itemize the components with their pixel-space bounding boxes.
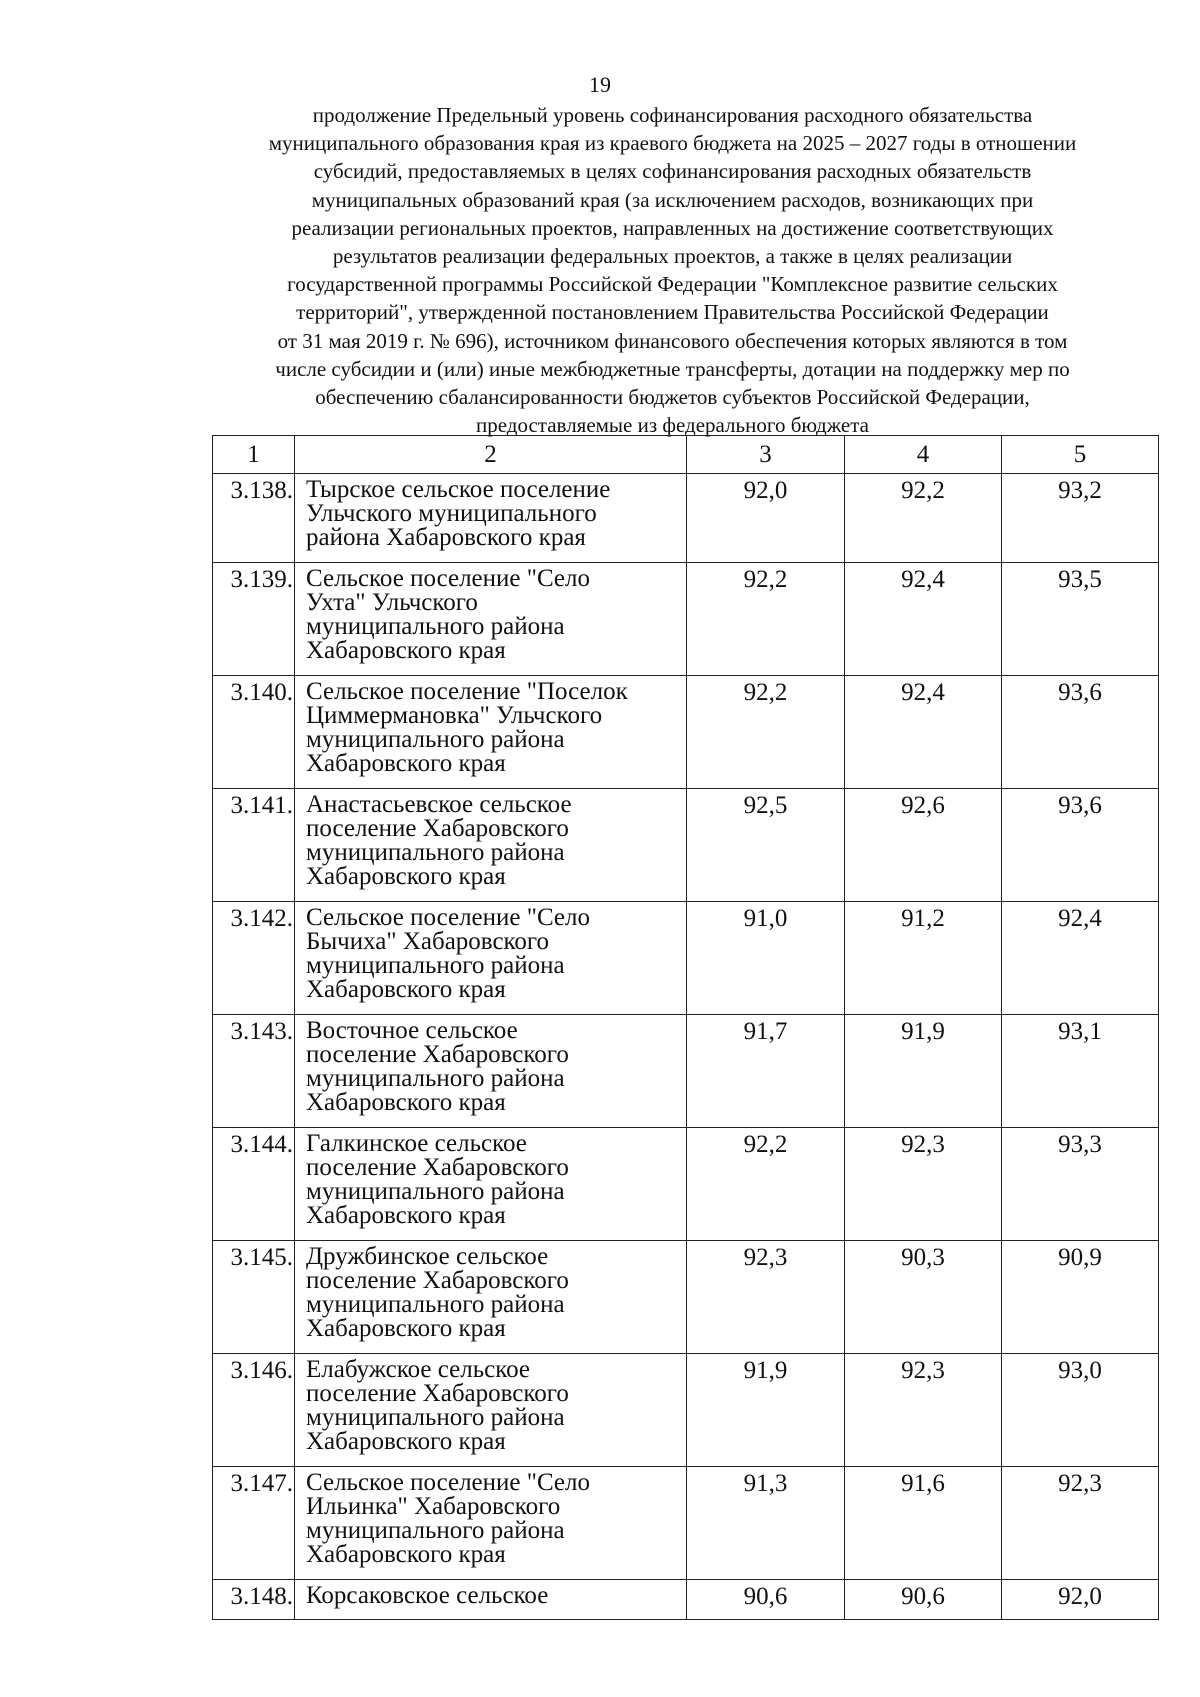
heading-line: числе субсидии и (или) иные межбюджетные трансферты, дотации на поддержку мер по bbox=[275, 356, 1070, 381]
cofinancing-level-2027-cell: 93,3 bbox=[1002, 1128, 1159, 1241]
municipality-name-cell bbox=[295, 474, 687, 563]
row-number-cell: 3.138. bbox=[213, 474, 295, 563]
municipality-name-line: Хабаровского края bbox=[306, 1315, 506, 1342]
municipality-name-line: муниципального района bbox=[306, 952, 565, 979]
cofinancing-level-2027-cell: 93,2 bbox=[1002, 474, 1159, 563]
cofinancing-table bbox=[212, 435, 1159, 1620]
heading-line: реализации региональных проектов, направленных на достижение соответствующих bbox=[291, 215, 1054, 240]
municipality-name-line: Анастасьевское сельское bbox=[306, 791, 572, 818]
cofinancing-level-2025-cell: 92,3 bbox=[687, 1241, 845, 1354]
cofinancing-level-2026-cell: 91,9 bbox=[845, 1015, 1002, 1128]
municipality-name-line: Корсаковское сельское bbox=[306, 1582, 549, 1609]
municipality-name-line: Хабаровского края bbox=[306, 750, 506, 777]
cofinancing-level-2025-cell: 91,3 bbox=[687, 1467, 845, 1580]
row-number-cell: 3.142. bbox=[213, 902, 295, 1015]
heading-line: предоставляемые из федерального бюджета bbox=[475, 413, 869, 438]
column-header: 5 bbox=[1002, 436, 1159, 474]
municipality-name-line: Дружбинское сельское bbox=[306, 1243, 549, 1270]
table-row bbox=[213, 902, 1159, 1015]
heading-line: обеспечению сбалансированности бюджетов субъектов Российской Федерации, bbox=[315, 385, 1030, 410]
municipality-name-line: района Хабаровского края bbox=[306, 524, 586, 551]
row-number-cell: 3.143. bbox=[213, 1015, 295, 1128]
column-header: 3 bbox=[687, 436, 845, 474]
municipality-name-line: муниципального района bbox=[306, 839, 565, 866]
municipality-name-line: муниципального района bbox=[306, 1517, 565, 1544]
document-heading bbox=[190, 101, 1155, 439]
cofinancing-level-2027-cell: 93,6 bbox=[1002, 676, 1159, 789]
row-number-cell: 3.139. bbox=[213, 563, 295, 676]
municipality-name-line: Хабаровского края bbox=[306, 976, 506, 1003]
municipality-name-line: Хабаровского края bbox=[306, 1089, 506, 1116]
cofinancing-level-2027-cell: 93,6 bbox=[1002, 789, 1159, 902]
municipality-name-line: муниципального района bbox=[306, 1065, 565, 1092]
municipality-name-line: Елабужское сельское bbox=[306, 1356, 530, 1383]
row-number-cell: 3.141. bbox=[213, 789, 295, 902]
municipality-name-line: Сельское поселение "Село bbox=[306, 1469, 591, 1496]
cofinancing-level-2026-cell: 92,3 bbox=[845, 1354, 1002, 1467]
heading-line: от 31 мая 2019 г. № 696), источником финансового обеспечения которых являются в том bbox=[277, 328, 1068, 353]
cofinancing-level-2027-cell: 93,1 bbox=[1002, 1015, 1159, 1128]
municipality-name-cell bbox=[295, 1128, 687, 1241]
row-number-cell: 3.144. bbox=[213, 1128, 295, 1241]
municipality-name-line: Бычиха" Хабаровского bbox=[306, 928, 550, 955]
municipality-name-line: муниципального района bbox=[306, 1404, 565, 1431]
municipality-name-line: Сельское поселение "Село bbox=[306, 565, 591, 592]
heading-line: продолжение Предельный уровень софинансирования расходного обязательства bbox=[312, 103, 1033, 127]
row-number-cell: 3.148. bbox=[213, 1580, 295, 1620]
page-number: 19 bbox=[589, 72, 611, 97]
table-row bbox=[213, 474, 1159, 563]
cofinancing-level-2025-cell: 91,9 bbox=[687, 1354, 845, 1467]
table-row bbox=[213, 1015, 1159, 1128]
cofinancing-level-2025-cell: 91,7 bbox=[687, 1015, 845, 1128]
municipality-name-line: Тырское сельское поселение bbox=[306, 476, 611, 503]
table-row bbox=[213, 1580, 1159, 1620]
cofinancing-level-2025-cell: 92,5 bbox=[687, 789, 845, 902]
municipality-name-line: Ухта" Ульчского bbox=[306, 589, 478, 616]
cofinancing-level-2027-cell: 93,0 bbox=[1002, 1354, 1159, 1467]
cofinancing-level-2027-cell: 93,5 bbox=[1002, 563, 1159, 676]
table-row bbox=[213, 1467, 1159, 1580]
cofinancing-level-2025-cell: 92,0 bbox=[687, 474, 845, 563]
cofinancing-level-2026-cell: 92,3 bbox=[845, 1128, 1002, 1241]
table-row bbox=[213, 1128, 1159, 1241]
municipality-name-line: муниципального района bbox=[306, 1178, 565, 1205]
heading-line: муниципальных образований края (за исключением расходов, возникающих при bbox=[311, 187, 1034, 212]
row-number-cell: 3.146. bbox=[213, 1354, 295, 1467]
municipality-name-line: Хабаровского края bbox=[306, 863, 506, 890]
cofinancing-level-2026-cell: 91,2 bbox=[845, 902, 1002, 1015]
cofinancing-level-2026-cell: 92,4 bbox=[845, 563, 1002, 676]
municipality-name-line: Хабаровского края bbox=[306, 1202, 506, 1229]
table-row bbox=[213, 789, 1159, 902]
cofinancing-level-2025-cell: 92,2 bbox=[687, 1128, 845, 1241]
row-number-cell: 3.147. bbox=[213, 1467, 295, 1580]
municipality-name-line: Циммермановка" Ульчского bbox=[306, 702, 603, 729]
heading-line: результатов реализации федеральных проектов, а также в целях реализации bbox=[332, 244, 1013, 269]
municipality-name-line: поселение Хабаровского bbox=[306, 1380, 569, 1407]
heading-line: муниципального образования края из краевого бюджета на 2025 – 2027 годы в отношении bbox=[268, 131, 1077, 156]
column-header: 4 bbox=[845, 436, 1002, 474]
municipality-name-cell bbox=[295, 1015, 687, 1128]
heading-line: государственной программы Российской Федерации "Комплексное развитие сельских bbox=[287, 272, 1058, 297]
municipality-name-line: поселение Хабаровского bbox=[306, 815, 569, 842]
municipality-name-cell bbox=[295, 1241, 687, 1354]
municipality-name-line: муниципального района bbox=[306, 726, 565, 753]
municipality-name-line: Хабаровского края bbox=[306, 1541, 506, 1568]
column-number-row bbox=[213, 436, 1159, 474]
municipality-name-cell bbox=[295, 789, 687, 902]
column-header: 1 bbox=[213, 436, 295, 474]
cofinancing-level-2027-cell: 92,3 bbox=[1002, 1467, 1159, 1580]
municipality-name-line: поселение Хабаровского bbox=[306, 1267, 569, 1294]
cofinancing-level-2027-cell: 92,0 bbox=[1002, 1580, 1159, 1620]
cofinancing-level-2026-cell: 92,6 bbox=[845, 789, 1002, 902]
municipality-name-line: Сельское поселение "Поселок bbox=[306, 678, 628, 705]
cofinancing-level-2026-cell: 91,6 bbox=[845, 1467, 1002, 1580]
heading-line: субсидий, предоставляемых в целях софинансирования расходных обязательств bbox=[313, 159, 1032, 184]
municipality-name-line: поселение Хабаровского bbox=[306, 1041, 569, 1068]
table-row bbox=[213, 676, 1159, 789]
row-number-cell: 3.140. bbox=[213, 676, 295, 789]
cofinancing-level-2026-cell: 90,6 bbox=[845, 1580, 1002, 1620]
cofinancing-level-2026-cell: 92,4 bbox=[845, 676, 1002, 789]
row-number-cell: 3.145. bbox=[213, 1241, 295, 1354]
municipality-name-line: поселение Хабаровского bbox=[306, 1154, 569, 1181]
municipality-name-line: Ульчского муниципального bbox=[306, 500, 597, 527]
column-header: 2 bbox=[295, 436, 687, 474]
cofinancing-level-2027-cell: 92,4 bbox=[1002, 902, 1159, 1015]
municipality-name-line: Восточное сельское bbox=[306, 1017, 518, 1044]
cofinancing-level-2025-cell: 92,2 bbox=[687, 676, 845, 789]
cofinancing-level-2025-cell: 92,2 bbox=[687, 563, 845, 676]
municipality-name-line: Хабаровского края bbox=[306, 1428, 506, 1455]
cofinancing-level-2027-cell: 90,9 bbox=[1002, 1241, 1159, 1354]
municipality-name-cell bbox=[295, 676, 687, 789]
municipality-name-line: Галкинское сельское bbox=[306, 1130, 527, 1157]
municipality-name-cell bbox=[295, 1467, 687, 1580]
table-row bbox=[213, 1354, 1159, 1467]
municipality-name-line: муниципального района bbox=[306, 613, 565, 640]
cofinancing-level-2026-cell: 90,3 bbox=[845, 1241, 1002, 1354]
municipality-name-line: Хабаровского края bbox=[306, 637, 506, 664]
table-row bbox=[213, 1241, 1159, 1354]
municipality-name-line: Сельское поселение "Село bbox=[306, 904, 591, 931]
municipality-name-cell bbox=[295, 902, 687, 1015]
cofinancing-level-2025-cell: 91,0 bbox=[687, 902, 845, 1015]
municipality-name-cell bbox=[295, 563, 687, 676]
table-row bbox=[213, 563, 1159, 676]
cofinancing-level-2026-cell: 92,2 bbox=[845, 474, 1002, 563]
municipality-name-line: Ильинка" Хабаровского bbox=[306, 1493, 561, 1520]
cofinancing-level-2025-cell: 90,6 bbox=[687, 1580, 845, 1620]
heading-line: территорий", утвержденной постановлением Правительства Российской Федерации bbox=[296, 300, 1049, 325]
municipality-name-cell bbox=[295, 1354, 687, 1467]
municipality-name-cell bbox=[295, 1580, 687, 1620]
municipality-name-line: муниципального района bbox=[306, 1291, 565, 1318]
